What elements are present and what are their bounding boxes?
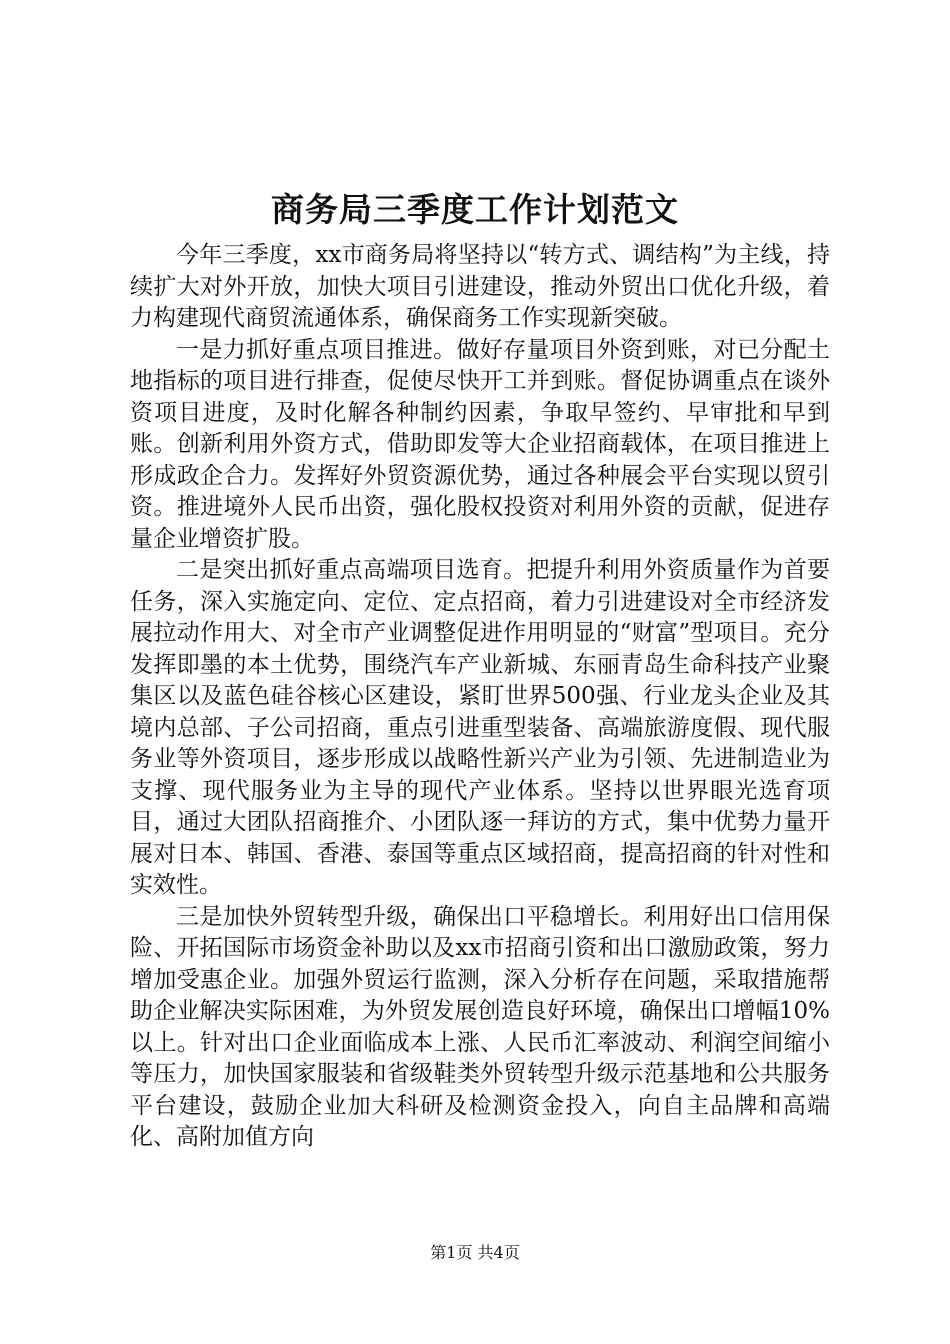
paragraph-item-2: 二是突出抓好重点高端项目选育。把提升利用外资质量作为首要任务，深入实施定向、定位、定点招商，着力引进建设对全市经济发展拉动作用大、对全市产业调整促进作用明显的“财富”型项目。充分发挥即墨的本土优势，围绕汽车产业新城、东丽青岛生命科技产业聚集区以及蓝色硅谷核心区建设，紧盯世界500强、行业龙头企业及其境内总部、子公司招商，重点引进重型装备、高端旅游度假、现代服务业等外资项目，逐步形成以战略性新兴产业为引领、先进制造业为支撑、现代服务业为主导的现代产业体系。坚持以世界眼光选育项目，通过大团队招商推介、小团队逐一拜访的方式，集中优势力量开展对日本、韩国、香港、泰国等重点区域招商，提高招商的针对性和实效性。: [130, 557, 830, 898]
paragraph-item-1: 一是力抓好重点项目推进。做好存量项目外资到账，对已分配土地指标的项目进行排查，促使尽快开工并到账。督促协调重点在谈外资项目进度，及时化解各种制约因素，争取早签约、早审批和早到账。创新利用外资方式，借助即发等大企业招商载体，在项目推进上形成政企合力。发挥好外贸资源优势，通过各种展会平台实现以贸引资。推进境外人民币出资，强化股权投资对利用外资的贡献，促进存量企业增资扩股。: [130, 336, 830, 552]
document-body: [130, 240, 830, 1154]
paragraph-item-3: 三是加快外贸转型升级，确保出口平稳增长。利用好出口信用保险、开拓国际市场资金补助以及xx市招商引资和出口激励政策，努力增加受惠企业。加强外贸运行监测，深入分析存在问题，采取措施帮助企业解决实际困难，为外贸发展创造良好环境，确保出口增幅10%以上。针对出口企业面临成本上涨、人民币汇率波动、利润空间缩小等压力，加快国家服装和省级鞋类外贸转型升级示范基地和公共服务平台建设，鼓励企业加大科研及检测资金投入，向自主品牌和高端化、高附加值方向: [130, 903, 830, 1150]
document-title: 商务局三季度工作计划范文: [271, 190, 679, 229]
paragraph-intro: 今年三季度，xx市商务局将坚持以“转方式、调结构”为主线，持续扩大对外开放，加快大项目引进建设，推动外贸出口优化升级，着力构建现代商贸流通体系，确保商务工作实现新突破。: [130, 242, 830, 331]
page-number-footer: 第1页 共4页: [430, 1243, 520, 1262]
